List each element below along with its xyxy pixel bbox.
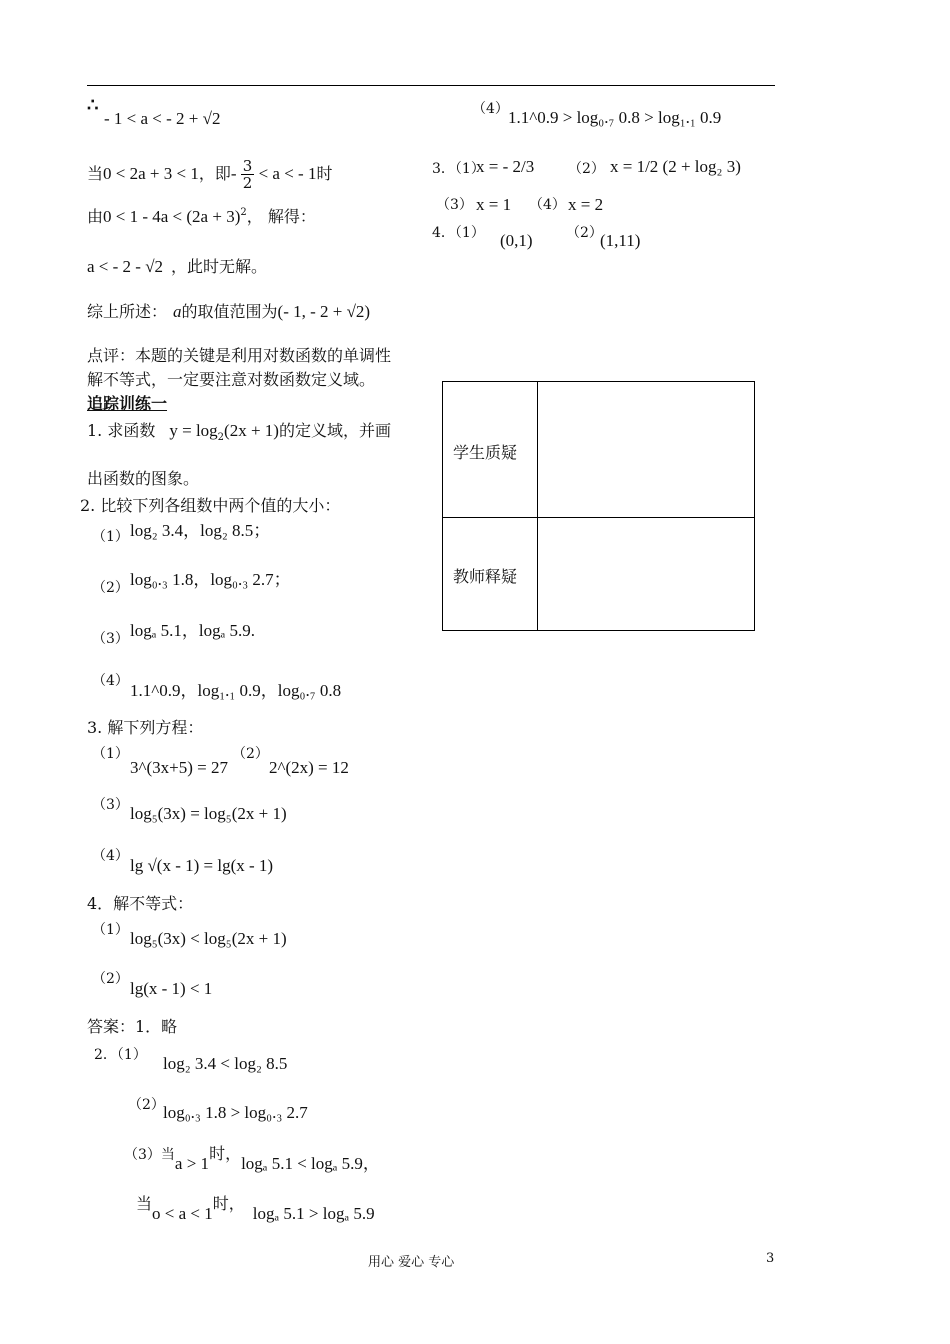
- math-range: < a < - 1: [254, 164, 317, 183]
- a3-3-expr: x = 1: [476, 195, 512, 214]
- question-3: 3. 解下列方程：: [87, 718, 204, 737]
- a2-3b-label: 当: [136, 1194, 153, 1213]
- text-ji: ，即: [198, 164, 231, 183]
- q1-sub: 2: [217, 432, 225, 443]
- a3-1-expr: x = - 2/3: [476, 157, 535, 176]
- qa-label-cell: [443, 518, 538, 630]
- a4-1-expr: (0,1): [500, 231, 533, 250]
- a3-4-expr: x = 2: [568, 195, 604, 214]
- a4-2-expr: (1,11): [600, 231, 641, 250]
- q3-3-label: （3）: [92, 797, 129, 813]
- a3-4-label: （4）: [529, 197, 566, 213]
- comment-line-2: 解不等式，一定要注意对数函数定义域。: [87, 370, 376, 389]
- a2-3b-line: [136, 1194, 375, 1223]
- a2-2-label: （2）: [128, 1097, 165, 1113]
- a2-3b-cond: o < a < 1: [152, 1204, 213, 1223]
- q1-text: 1. 求函数: [87, 421, 156, 440]
- q4-1-expr: log₅(3x) < log₅(2x + 1): [130, 929, 287, 948]
- line-3: [87, 204, 316, 226]
- a2-label: 2．（1）: [94, 1047, 147, 1063]
- q4-2-label: （2）: [92, 971, 129, 987]
- a2-3-expr: logₐ 5.1 < logₐ 5.9，: [241, 1154, 380, 1173]
- a2-1-expr: log₂ 3.4 < log₂ 8.5: [163, 1054, 288, 1073]
- answer-heading: 答案：1．略: [87, 1017, 178, 1036]
- a4-2-label: （2）: [566, 225, 603, 241]
- question-1-cont: 出函数的图象。: [87, 469, 200, 488]
- a2-3-line: [124, 1144, 380, 1173]
- a2-4-label: （4）: [472, 101, 509, 117]
- q2-3-label: （3）: [92, 631, 129, 647]
- math-a: a: [173, 302, 182, 321]
- math-ineq: 0 < 1 - 4a < (2a + 3): [103, 207, 241, 226]
- text-you: 由: [87, 207, 104, 226]
- text-no-solution: ，此时无解。: [171, 257, 268, 276]
- q3-2-label: （2）: [232, 746, 269, 762]
- question-4: 4．解不等式：: [87, 894, 194, 913]
- a2-3-cond: a > 1: [174, 1154, 210, 1173]
- q2-1-expr: log₂ 3.4，log₂ 8.5；: [130, 521, 271, 540]
- qa-row-student: [443, 382, 754, 517]
- question-2: 2. 比较下列各组数中两个值的大小：: [80, 496, 341, 515]
- text-range-of: 的取值范围为: [181, 302, 278, 321]
- text-shi: 时: [316, 164, 333, 183]
- q2-2-expr: log₀.₃ 1.8，log₀.₃ 2.7；: [130, 570, 291, 589]
- q2-2-label: （2）: [92, 580, 129, 596]
- q3-3-expr: log₅(3x) = log₅(2x + 1): [130, 804, 287, 823]
- q1-func: y = log: [169, 421, 218, 440]
- qa-table: [442, 381, 755, 631]
- a3-2-label: （2）: [568, 161, 605, 177]
- line-4: [87, 258, 267, 276]
- q4-1-label: （1）: [92, 922, 129, 938]
- math-cond: 0 < 2a + 3 < 1: [103, 164, 199, 183]
- q2-4-label: （4）: [92, 673, 129, 689]
- fraction-3-2: $\frac{3}{2}$: [242, 157, 253, 192]
- line-2: [87, 158, 332, 191]
- q3-4-label: （4）: [92, 848, 129, 864]
- q2-1-label: （1）: [92, 529, 129, 545]
- q3-4-expr: lg √(x - 1) = lg(x - 1): [130, 856, 274, 875]
- math-minus: -: [230, 164, 241, 183]
- q4-2-expr: lg(x - 1) < 1: [130, 979, 213, 998]
- section-heading: 追踪训练一: [87, 394, 168, 413]
- q3-2-expr: 2^(2x) = 12: [269, 758, 349, 777]
- a2-3b-shi: 时，: [212, 1194, 245, 1213]
- a3-1-label: 3．（1）: [432, 161, 485, 177]
- student-question-label: 学生质疑: [453, 443, 518, 462]
- qa-label-cell: [443, 382, 538, 517]
- a2-3-label: （3）当: [124, 1147, 175, 1163]
- text-summary: 综上所述：: [87, 302, 168, 321]
- therefore-symbol: ∴: [87, 95, 99, 116]
- q1-text-2: 的定义域，并画: [278, 421, 391, 440]
- a2-2-expr: log₀.₃ 1.8 > log₀.₃ 2.7: [163, 1103, 308, 1122]
- a3-3-label: （3）: [436, 197, 473, 213]
- question-1: [87, 422, 391, 447]
- q3-1-label: （1）: [92, 746, 129, 762]
- math-a-bound: a < - 2 - √2: [87, 257, 164, 276]
- page-number: 3: [766, 1251, 775, 1266]
- q2-3-expr: logₐ 5.1，logₐ 5.9.: [130, 621, 255, 640]
- math-interval: (- 1, - 2 + √2): [277, 302, 371, 321]
- header-rule: [87, 85, 775, 86]
- footer-motto: 用心 爱心 专心: [368, 1255, 455, 1270]
- math-line-1: - 1 < a < - 2 + √2: [104, 109, 221, 128]
- q1-arg: (2x + 1): [224, 421, 279, 440]
- a3-2-expr: x = 1/2 (2 + log₂ 3): [610, 157, 741, 176]
- a2-3b-expr: logₐ 5.1 > logₐ 5.9: [252, 1204, 375, 1223]
- text-dang: 当: [87, 164, 104, 183]
- qa-row-teacher: [443, 517, 754, 630]
- a2-3-shi: 时，: [209, 1144, 242, 1163]
- a2-4-expr: 1.1^0.9 > log₀.₇ 0.8 > log₁.₁ 0.9: [508, 108, 722, 127]
- text-jiede: ， 解得：: [246, 207, 316, 226]
- line-5: [87, 303, 370, 321]
- q2-4-expr: 1.1^0.9，log₁.₁ 0.9，log₀.₇ 0.8: [130, 681, 342, 700]
- comment-line-1: 点评：本题的关键是利用对数函数的单调性: [87, 346, 392, 365]
- q3-1-expr: 3^(3x+5) = 27: [130, 758, 228, 777]
- teacher-answer-label: 教师释疑: [453, 567, 518, 586]
- exponent: 2: [240, 207, 247, 218]
- a4-1-label: 4．（1）: [432, 225, 485, 241]
